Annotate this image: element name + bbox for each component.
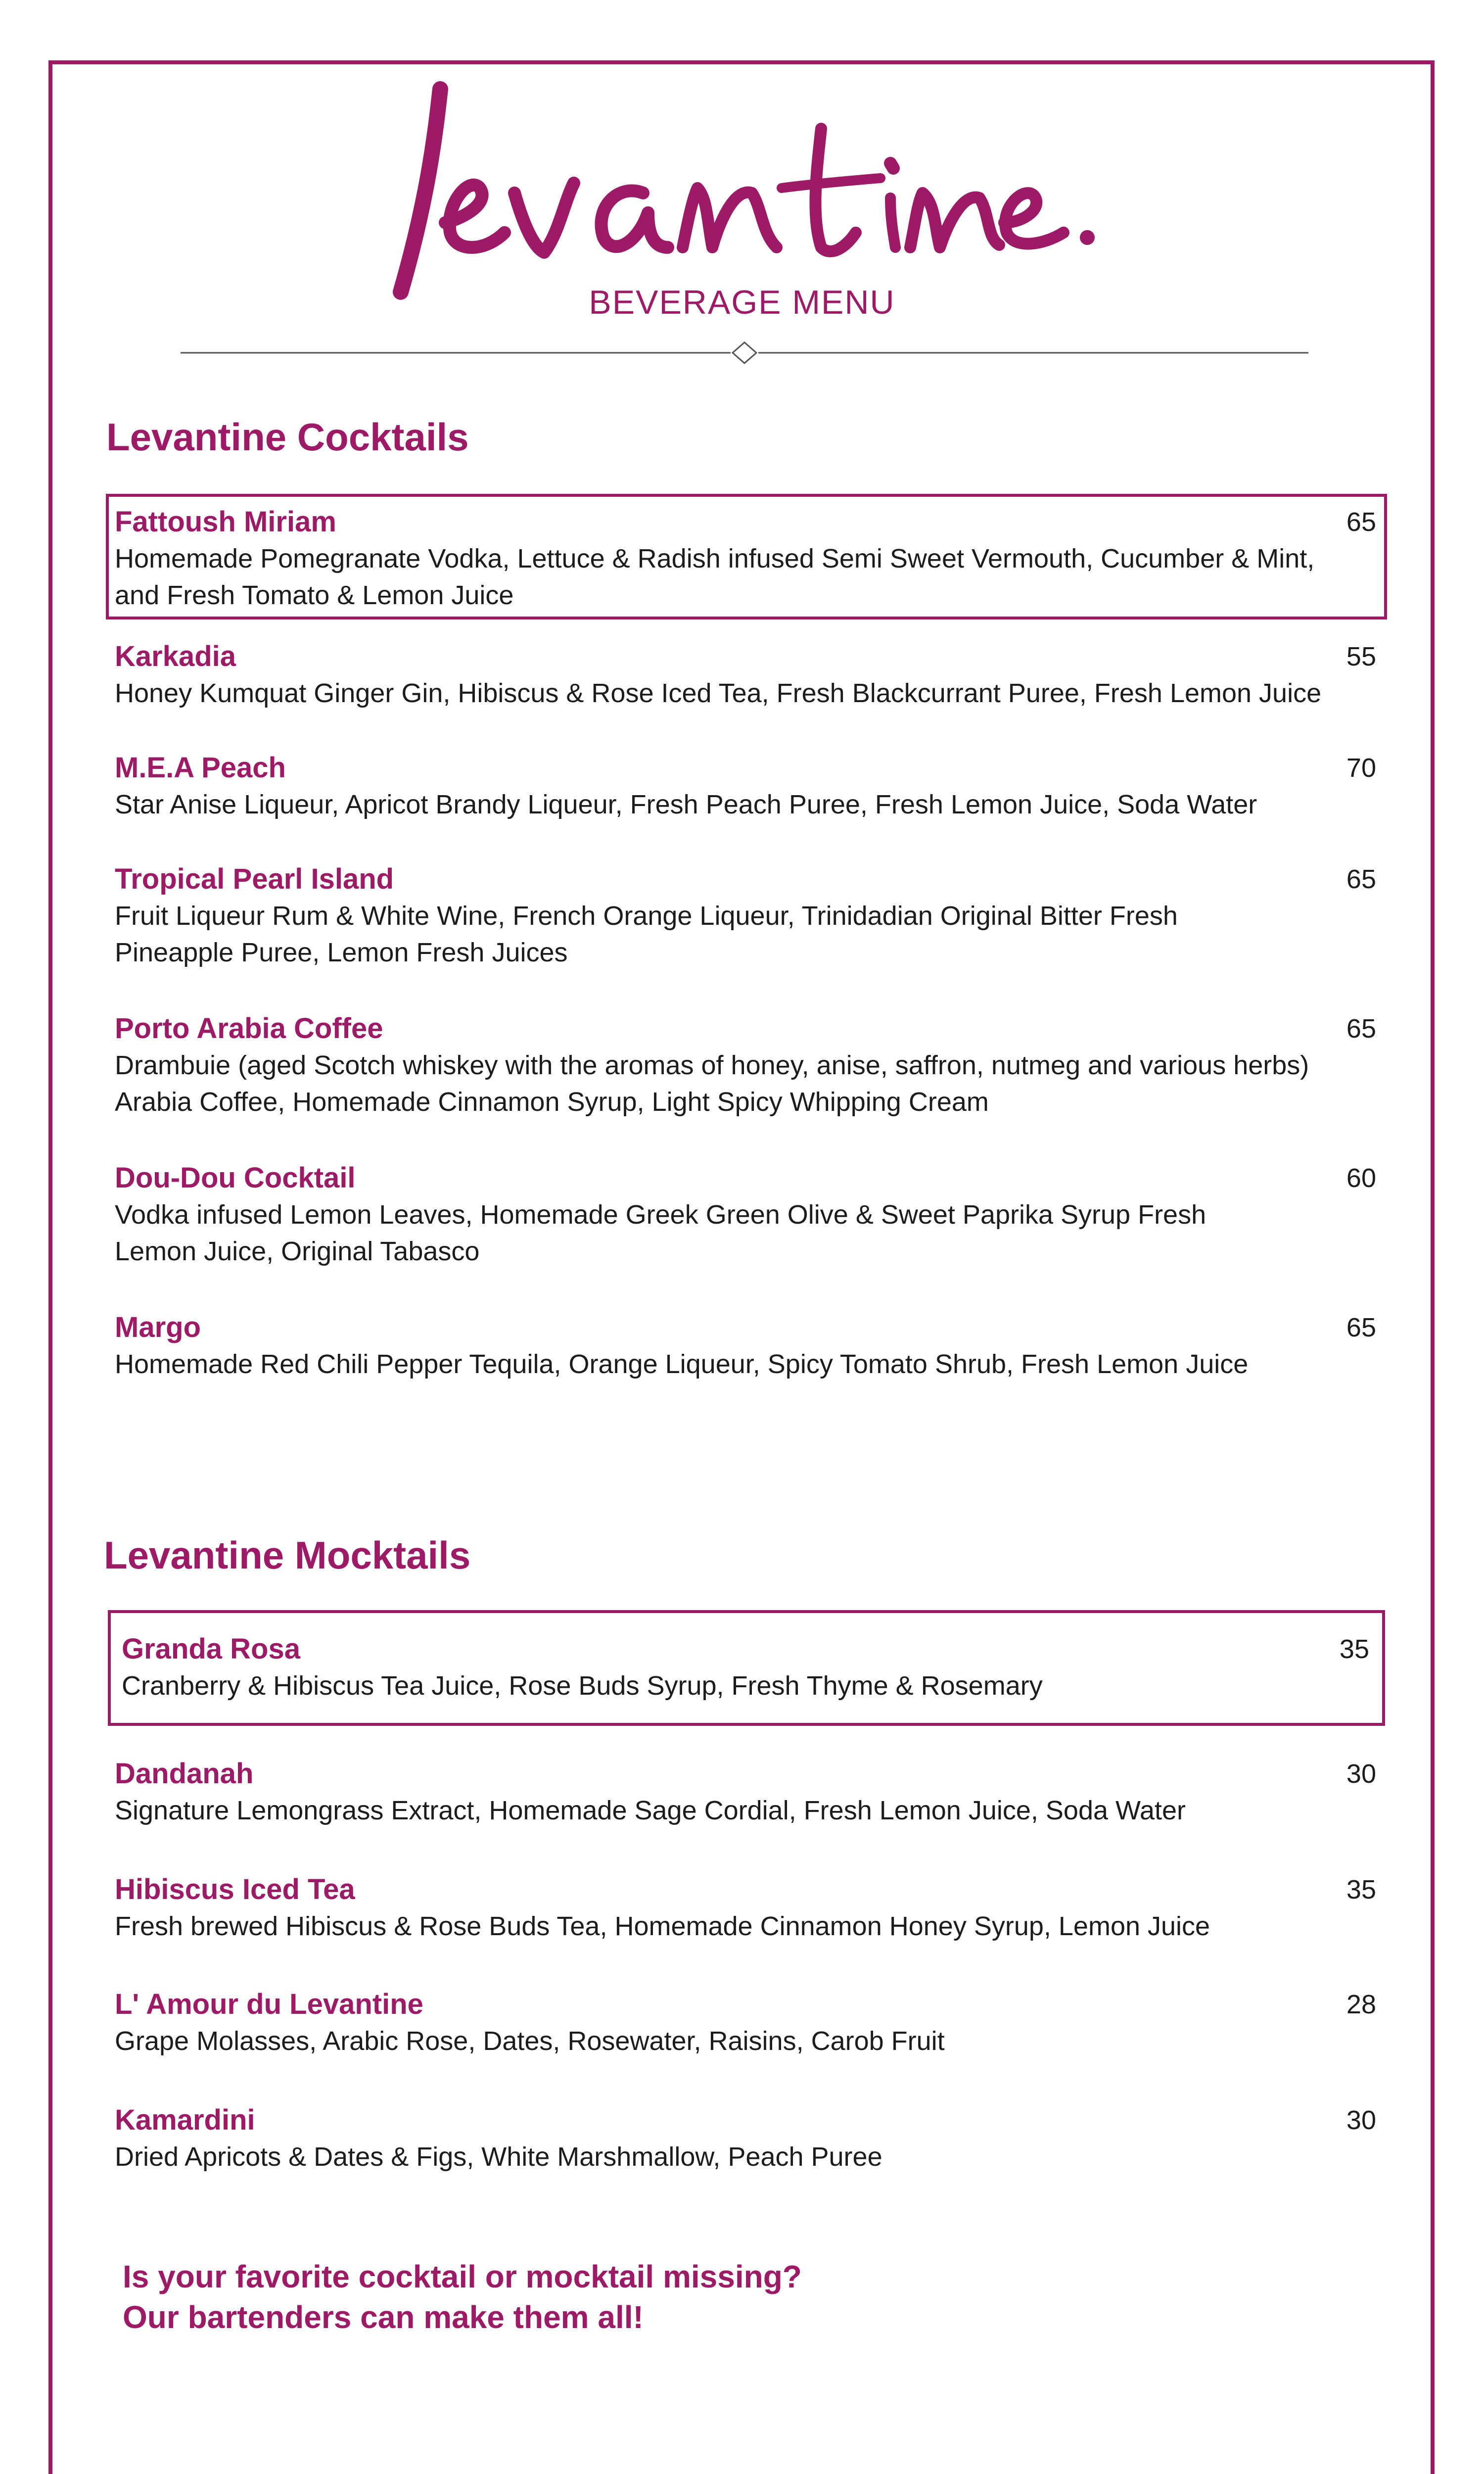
item-name: Dou-Dou Cocktail: [115, 1162, 356, 1194]
item-price: 35: [1339, 1634, 1369, 1664]
item-price: 70: [1346, 753, 1376, 783]
item-name: Fattoush Miriam: [115, 506, 336, 538]
item-name: Karkadia: [115, 640, 236, 672]
menu-item: [115, 1010, 1376, 1120]
item-price: 65: [1346, 864, 1376, 894]
item-price: 65: [1346, 1313, 1376, 1342]
item-name: Porto Arabia Coffee: [115, 1012, 383, 1045]
menu-item: [115, 504, 1376, 614]
item-description: Vodka infused Lemon Leaves, Homemade Greek Green Olive & Sweet Paprika Syrup Fresh Lemon Juice, Original Tabasco: [115, 1200, 1206, 1266]
item-description: Drambuie (aged Scotch whiskey with the aromas of honey, anise, saffron, nutmeg and various herbs) Arabia Coffee, Homemade Cinnamon Syrup, Light Spicy Whipping Cream: [115, 1050, 1309, 1117]
footer-line-2: Our bartenders can make them all!: [123, 2299, 644, 2335]
item-price: 60: [1346, 1163, 1376, 1193]
item-price: 55: [1346, 642, 1376, 671]
item-name: Margo: [115, 1311, 201, 1343]
item-description: Homemade Red Chili Pepper Tequila, Orange Liqueur, Spicy Tomato Shrub, Fresh Lemon Juice: [115, 1349, 1249, 1379]
menu-item: [115, 1871, 1376, 1945]
logo-text: levantine.: [386, 74, 388, 75]
menu-item: [115, 1160, 1376, 1270]
item-description: Dried Apricots & Dates & Figs, White Marshmallow, Peach Puree: [115, 2142, 882, 2172]
menu-item: [115, 2102, 1376, 2175]
item-description: Signature Lemongrass Extract, Homemade Sage Cordial, Fresh Lemon Juice, Soda Water: [115, 1796, 1186, 1825]
item-name: Tropical Pearl Island: [115, 863, 394, 895]
item-description: Cranberry & Hibiscus Tea Juice, Rose Buds Syrup, Fresh Thyme & Rosemary: [122, 1671, 1043, 1701]
item-price: 28: [1346, 1990, 1376, 2019]
menu-item: [122, 1631, 1369, 1704]
item-price: 30: [1346, 1759, 1376, 1789]
item-description: Honey Kumquat Ginger Gin, Hibiscus & Rose Iced Tea, Fresh Blackcurrant Puree, Fresh Lemon Juice: [115, 678, 1322, 708]
menu-item: [115, 861, 1376, 971]
section-title-cocktails: Levantine Cocktails: [106, 415, 469, 459]
footer-line-1: Is your favorite cocktail or mocktail missing?: [123, 2259, 802, 2294]
item-description: Fruit Liqueur Rum & White Wine, French Orange Liqueur, Trinidadian Original Bitter Fresh Pineapple Puree, Lemon Fresh Juices: [115, 901, 1178, 967]
item-description: Star Anise Liqueur, Apricot Brandy Liqueur, Fresh Peach Puree, Fresh Lemon Juice, Soda Water: [115, 790, 1257, 819]
item-description: Homemade Pomegranate Vodka, Lettuce & Radish infused Semi Sweet Vermouth, Cucumber & Mint, and Fresh Tomato & Lemon Juice: [115, 544, 1315, 610]
item-name: Dandanah: [115, 1758, 254, 1790]
item-price: 65: [1346, 507, 1376, 537]
menu-item: [115, 750, 1376, 823]
item-name: L' Amour du Levantine: [115, 1988, 423, 2020]
item-description: Grape Molasses, Arabic Rose, Dates, Rosewater, Raisins, Carob Fruit: [115, 2026, 945, 2056]
diamond-ornament-icon: [733, 342, 756, 363]
menu-item: [115, 1309, 1376, 1382]
menu-item: [115, 638, 1376, 712]
header-divider: [181, 341, 1308, 364]
levantine-logo: [386, 74, 1108, 312]
menu-item: [115, 1756, 1376, 1829]
item-price: 65: [1346, 1014, 1376, 1044]
item-name: Granda Rosa: [122, 1633, 300, 1665]
item-price: 35: [1346, 1875, 1376, 1904]
item-name: Hibiscus Iced Tea: [115, 1873, 355, 1905]
item-price: 30: [1346, 2105, 1376, 2135]
item-name: Kamardini: [115, 2104, 255, 2136]
item-description: Fresh brewed Hibiscus & Rose Buds Tea, Homemade Cinnamon Honey Syrup, Lemon Juice: [115, 1911, 1210, 1941]
section-title-mocktails: Levantine Mocktails: [104, 1533, 471, 1577]
footer-note: [123, 2256, 802, 2337]
item-name: M.E.A Peach: [115, 752, 286, 784]
menu-subtitle: BEVERAGE MENU: [589, 284, 895, 321]
menu-item: [115, 1986, 1376, 2059]
